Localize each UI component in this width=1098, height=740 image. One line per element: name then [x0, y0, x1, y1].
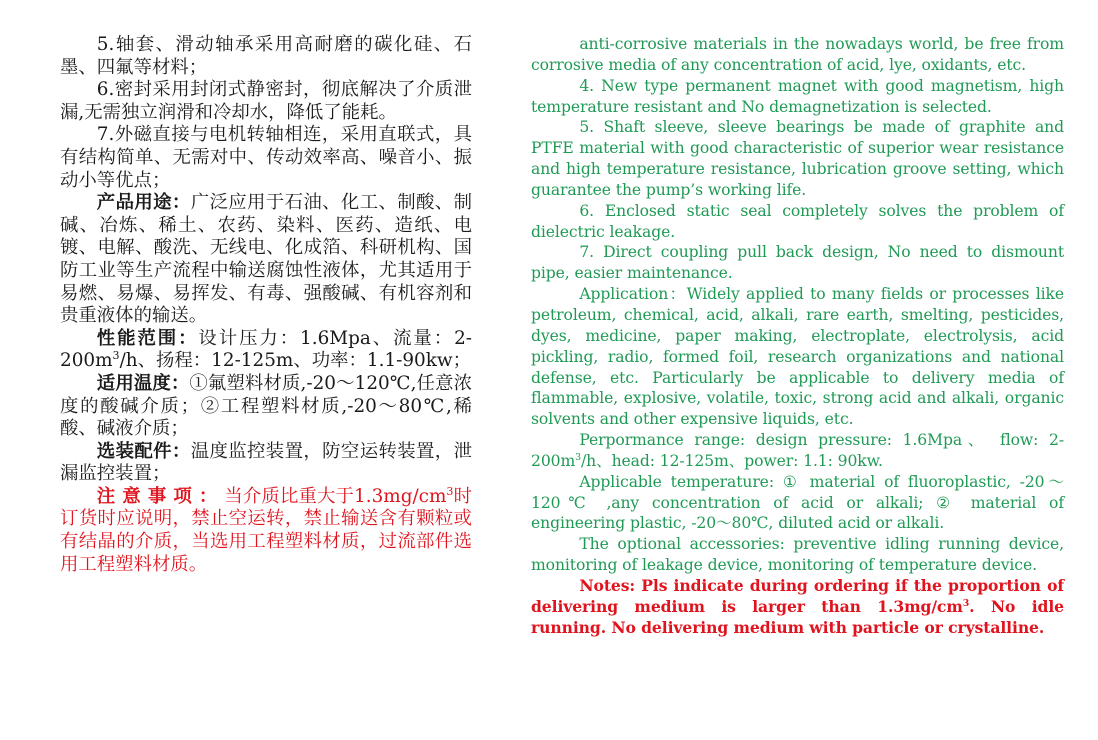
en-optional: The optional accessories: preventive idling running device, monitoring of leakage device, monitoring of temperature device.: [531, 535, 1064, 575]
en-temperature: Applicable temperature: ① material of fluoroplastic, -20～120℃ ,any concentration of acid or alkali; ② material of engineering plastic, -20～80℃, diluted acid or alkali.: [531, 472, 1064, 533]
cn-optional-label: 选装配件：: [96, 440, 191, 462]
cn-temperature: [60, 373, 472, 441]
en-continued-text: anti-corrosive materials in the nowadays world, be free from corrosive media of any concentration of acid, lye, oxidants, etc.: [531, 35, 1064, 74]
cn-performance: [60, 328, 472, 373]
cn-notes-text-a: 当介质比重大于1.3mg/cm: [224, 485, 447, 507]
cn-notes-sup: 3: [446, 484, 454, 498]
en-notes-text-b: . No idle running. No delivering medium with particle or crystalline.: [531, 596, 1064, 637]
en-item-4: 4. New type permanent magnet with good magnetism, high temperature resistant and No demagnetization is selected.: [531, 76, 1064, 116]
chinese-column: [60, 34, 472, 576]
cn-item-7: 7.外磁直接与电机转轴相连，采用直联式，具有结构简单、无需对中、传动效率高、噪音小、振动小等优点；: [60, 124, 472, 191]
cn-optional: [60, 441, 472, 486]
cn-item-6: 6.密封采用封闭式静密封，彻底解决了介质泄漏,无需独立润滑和冷却水，降低了能耗。: [60, 79, 472, 123]
cn-optional-text: 温度监控装置，防空运转装置，泄漏监控装置；: [60, 440, 472, 485]
cn-performance-text-b: /h、扬程：12-125m、功率：1.1-90kw；: [119, 350, 472, 372]
en-application: Application：Widely applied to many fields or processes like petroleum, chemical, acid, alkali, rare earth, smelting, pesticides, dyes, medicine, paper making, electroplate, electrolysis, acid pickling, radio, formed foil, research organizations and national defense, etc. Particularly be applicable to delivery media of flammable, explosive, volatile, toxic, strong acid and alkali, organic solvents and other expensive liquids, etc.: [531, 285, 1064, 429]
cn-performance-text-a: 设计压力：1.6Mpa、流量：2-200m: [60, 327, 472, 372]
en-item-6: 6. Enclosed static seal completely solves the problem of dielectric leakage.: [531, 201, 1064, 241]
en-notes: [531, 576, 1064, 639]
en-item-5: 5. Shaft sleeve, sleeve bearings be made of graphite and PTFE material with good characteristic of superior wear resistance and high temperature resistance, lubrication groove setting, which guarantee the pump’s working life.: [531, 118, 1064, 199]
en-notes-sup: 3: [962, 597, 970, 609]
cn-temperature-label: 适用温度：: [96, 372, 190, 394]
cn-performance-label: 性能范围：: [96, 327, 199, 349]
cn-application-label: 产品用途：: [96, 192, 191, 214]
en-performance: [531, 430, 1064, 472]
en-performance-text-a: Perpormance range: design pressure: 1.6Mpa、 flow: 2-200m: [531, 431, 1064, 470]
en-notes-text-a: Notes: Pls indicate during ordering if the proportion of delivering medium is larger than 1.3mg/cm: [531, 575, 1064, 616]
cn-application: [60, 192, 472, 328]
en-performance-text-b: /h、head: 12-125m、power: 1.1: 90kw.: [581, 451, 883, 470]
cn-notes-text-b: 时订货时应说明，禁止空运转，禁止输送含有颗粒或有结晶的介质，当选用工程塑料材质，过流部件选用工程塑料材质。: [60, 485, 472, 575]
cn-application-text: 广泛应用于石油、化工、制酸、制碱、冶炼、稀土、农药、染料、医药、造纸、电镀、电解、酸洗、无线电、化成箔、科研机构、国防工业等生产流程中输送腐蚀性液体，尤其适用于易燃、易爆、易挥发、有毒、强酸碱、有机容剂和贵重液体的输送。: [60, 192, 472, 327]
en-performance-sup: 3: [575, 451, 582, 463]
cn-notes-label: 注意事项：: [96, 485, 225, 507]
en-item-7: 7. Direct coupling pull back design, No need to dismount pipe, easier maintenance.: [531, 243, 1064, 283]
cn-item-5: 5.轴套、滑动轴承采用高耐磨的碳化硅、石墨、四氟等材料；: [60, 34, 472, 78]
cn-notes: [60, 486, 472, 576]
english-column: [531, 34, 1064, 638]
cn-performance-sup: 3: [112, 349, 120, 363]
cn-temperature-text: ①氟塑料材质,-20～120℃,任意浓度的酸碱介质；②工程塑料材质,-20～80℃,稀酸、碱液介质；: [60, 372, 472, 440]
